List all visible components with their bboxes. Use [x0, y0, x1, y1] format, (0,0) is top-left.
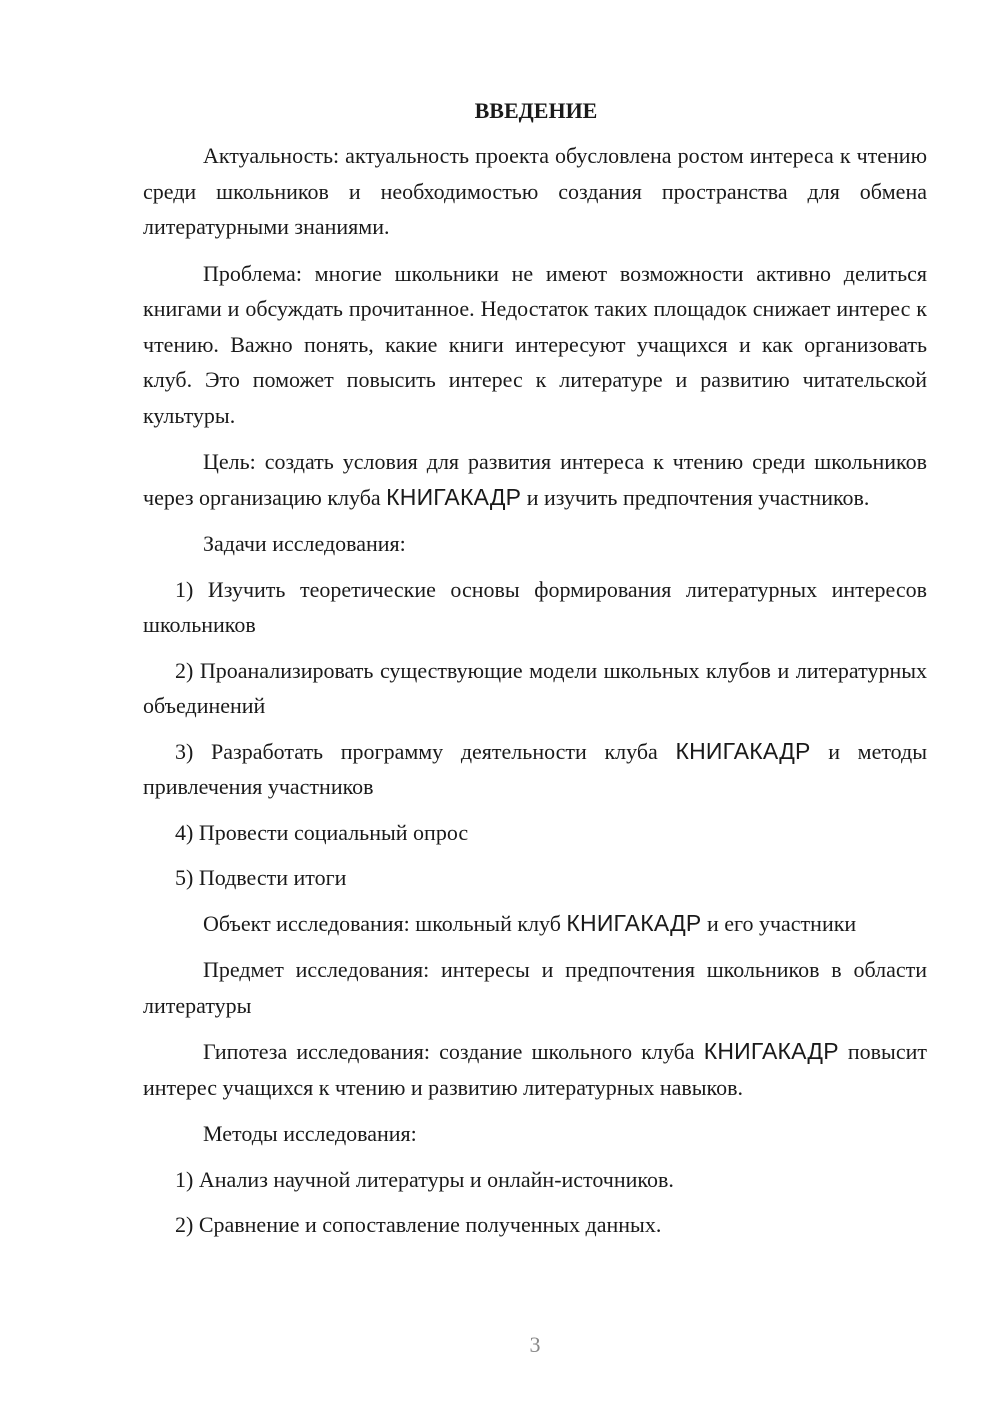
task-item-3 — [143, 734, 927, 805]
problem-paragraph: Проблема: многие школьники не имеют возможности активно делиться книгами и обсуждать прочитанное. Недостаток таких площадок снижает интерес к чтению. Важно понять, какие книги интересуют учащихся и как организовать клуб. Это поможет повысить интерес к литературе и развитию читательской культуры. — [143, 260, 927, 428]
task-item-1: 1) Изучить теоретические основы формирования литературных интересов школьников — [143, 576, 927, 637]
page-number: 3 — [529, 1332, 541, 1357]
task-item-5: 5) Подвести итоги — [175, 865, 347, 890]
object-paragraph — [143, 906, 927, 942]
page-heading: ВВЕДЕНИЕ — [474, 98, 598, 123]
method-item-1: 1) Анализ научной литературы и онлайн-источников. — [175, 1166, 674, 1192]
task-item-2: 2) Проанализировать существующие модели школьных клубов и литературных объединений — [143, 657, 927, 718]
goal-text-end: и изучить предпочтения участников. — [521, 484, 870, 510]
club-name: КНИГАКАДР — [703, 1038, 839, 1064]
document-page — [143, 96, 927, 1253]
task-3-text-end: и методы привлечения участников — [143, 738, 928, 799]
hypothesis-text-start: Гипотеза исследования: создание школьного клуба — [203, 1039, 704, 1064]
relevance-paragraph: Актуальность: актуальность проекта обусловлена ростом интереса к чтению среди школьников и необходимостью создания пространства для обмена литературными знаниями. — [143, 143, 927, 239]
subject-paragraph: Предмет исследования: интересы и предпочтения школьников в области литературы — [143, 957, 927, 1018]
hypothesis-text-end: повысит интерес учащихся к чтению и развитию литературных навыков. — [143, 1039, 927, 1100]
object-text-end: и его участники — [701, 910, 857, 936]
hypothesis-paragraph — [143, 1034, 927, 1105]
task-3-text-start: 3) Разработать программу деятельности клуба — [175, 738, 676, 764]
task-item-4: 4) Провести социальный опрос — [175, 819, 469, 845]
club-name: КНИГАКАДР — [675, 737, 811, 764]
method-item-2: 2) Сравнение и сопоставление полученных данных. — [175, 1212, 662, 1237]
club-name: КНИГАКАДР — [566, 909, 702, 936]
methods-label: Методы исследования: — [203, 1121, 417, 1146]
goal-paragraph — [143, 444, 927, 515]
tasks-label: Задачи исследования: — [203, 531, 406, 556]
goal-text-start: Цель: создать условия для развития интереса к чтению среди школьников через организацию клуба — [143, 449, 927, 510]
object-text-start: Объект исследования: школьный клуб — [203, 910, 567, 936]
club-name: КНИГАКАДР — [386, 483, 522, 510]
